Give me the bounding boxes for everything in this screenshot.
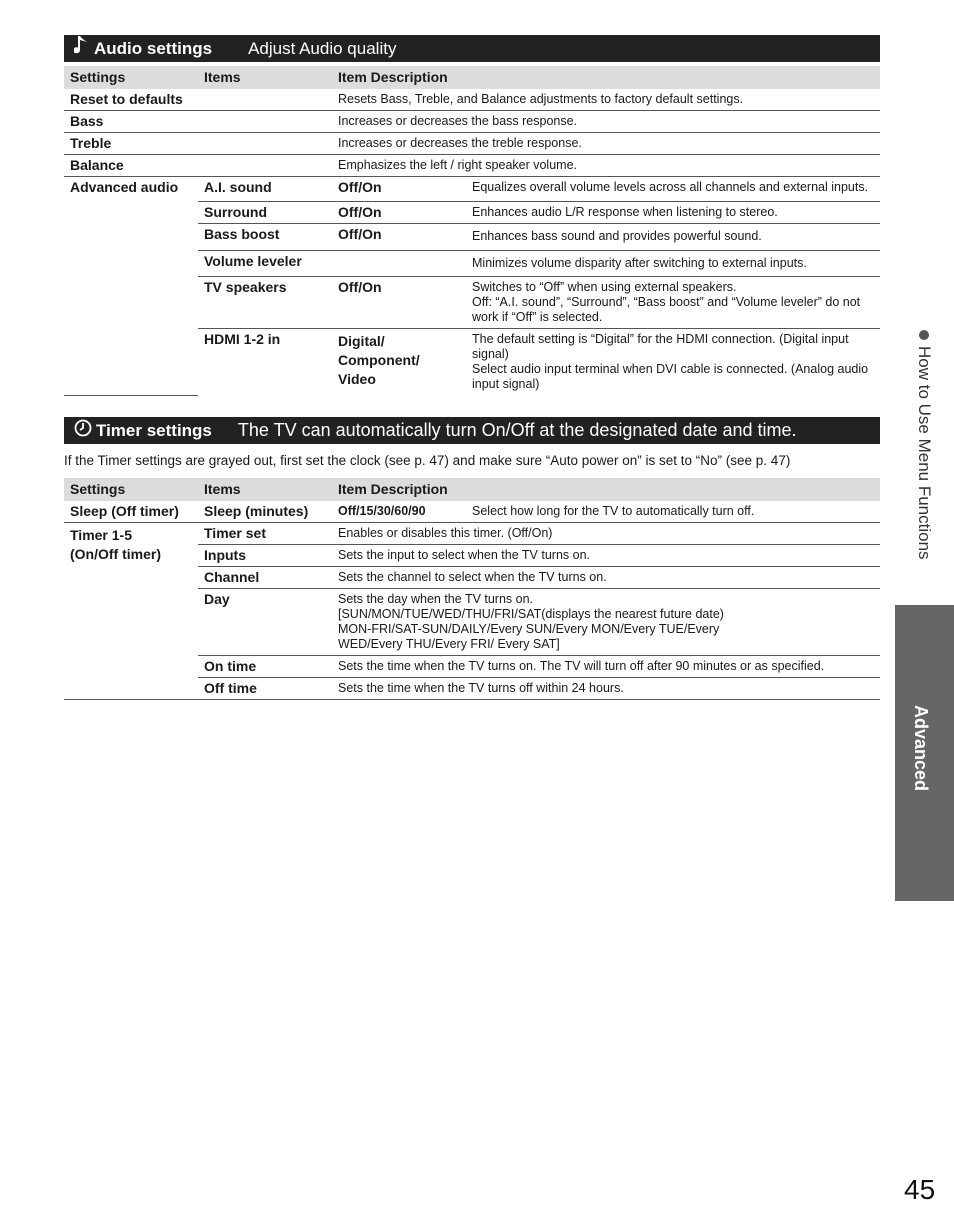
item-value [332,251,466,277]
item-value: Off/On [332,177,466,202]
item-label: Surround [198,202,332,224]
setting-label: Sleep (Off timer) [64,501,198,523]
section-side-label [910,330,938,600]
music-note-icon [74,36,90,61]
header-item-description: Item Description [332,478,880,501]
item-description [332,589,880,656]
audio-description: Adjust Audio quality [248,38,397,58]
item-description: Sets the time when the TV turns on. The TV will turn off after 90 minutes or as specified. [332,656,880,678]
item-label: Bass boost [198,224,332,251]
item-value [332,329,466,396]
item-description [466,277,880,329]
value-line: Video [338,371,376,387]
audio-settings-bar [64,35,880,62]
table-row [64,523,880,545]
table-row [64,133,880,155]
label-line: Timer 1-5 [70,527,132,543]
table-header [64,478,880,501]
table-row [64,501,880,523]
timer-title-text: Timer settings [96,420,212,440]
advanced-tab [895,605,954,901]
item-value: Off/On [332,277,466,329]
item-label: HDMI 1-2 in [204,331,281,347]
setting-label: Balance [64,155,332,177]
description-line: MON-FRI/SAT-SUN/DAILY/Every SUN/Every MON/Every TUE/Every WED/Every THU/Every FRI/ Every SAT] [338,622,720,651]
value-line: Digital/ [338,333,385,349]
timer-settings-table [64,478,880,700]
setting-label: Bass [64,111,332,133]
item-description: Sets the channel to select when the TV turns on. [332,567,880,589]
item-description: Sets the time when the TV turns off within 24 hours. [332,678,880,700]
advanced-tab-label: Advanced [911,705,931,792]
setting-label: Treble [64,133,332,155]
timer-description: The TV can automatically turn On/Off at the designated date and time. [237,420,797,440]
value-line: Component/ [338,352,420,368]
table-header [64,66,880,89]
audio-title-text: Audio settings [94,38,213,58]
item-label: A.I. sound [198,177,332,202]
description-line: Switches to “Off” when using external speakers. [472,280,737,294]
item-label: Day [198,589,332,656]
item-description: Enhances bass sound and provides powerful sound. [466,224,880,251]
item-label: Sleep (minutes) [198,501,332,523]
timer-settings-title [64,419,212,442]
page-number: 45 [904,1174,936,1205]
item-description [466,329,880,396]
setting-label: Reset to defaults [64,89,332,111]
header-settings: Settings [64,478,198,501]
section-side-text: How to Use Menu Functions [915,346,934,560]
header-settings: Settings [64,66,198,89]
audio-settings-table [64,66,880,396]
description-line: Select audio input terminal when DVI cable is connected. (Analog audio input signal) [472,362,869,391]
description-line: Off: “A.I. sound”, “Surround”, “Bass boost” and “Volume leveler” do not work if “Off” is selected. [472,295,861,324]
item-label: Channel [198,567,332,589]
clock-icon [74,419,92,442]
setting-description: Increases or decreases the treble response. [332,133,880,155]
item-description: Equalizes overall volume levels across all channels and external inputs. [466,177,880,202]
description-line: The default setting is “Digital” for the HDMI connection. (Digital input signal) [472,332,849,361]
header-items: Items [198,66,332,89]
setting-label: Advanced audio [64,177,198,396]
timer-note: If the Timer settings are grayed out, first set the clock (see p. 47) and make sure “Auto power on” is set to “No” (see p. 47) [64,453,791,468]
label-line: (On/Off timer) [70,546,161,562]
audio-settings-title [64,36,212,61]
table-row [64,89,880,111]
item-label: TV speakers [198,277,332,329]
setting-description: Emphasizes the left / right speaker volume. [332,155,880,177]
table-row [64,177,880,202]
item-label: On time [198,656,332,678]
item-label: Timer set [198,523,332,545]
setting-label [64,523,198,700]
item-description: Minimizes volume disparity after switching to external inputs. [466,251,880,277]
item-label: Volume leveler [198,251,332,277]
setting-description: Resets Bass, Treble, and Balance adjustments to factory default settings. [332,89,880,111]
header-item-description: Item Description [332,66,880,89]
item-value: Off/On [332,224,466,251]
timer-settings-bar [64,417,880,444]
item-label: Inputs [198,545,332,567]
bullet-icon [919,330,929,340]
table-row [64,155,880,177]
table-row [64,111,880,133]
item-description: Enhances audio L/R response when listening to stereo. [466,202,880,224]
item-value: Off/On [332,202,466,224]
setting-description: Increases or decreases the bass response. [332,111,880,133]
description-line: [SUN/MON/TUE/WED/THU/FRI/SAT(displays the nearest future date) [338,607,724,621]
description-line: Sets the day when the TV turns on. [338,592,534,606]
item-description: Sets the input to select when the TV turns on. [332,545,880,567]
header-items: Items [198,478,332,501]
item-value: Off/15/30/60/90 [332,501,466,523]
item-label: Off time [198,678,332,700]
item-description: Enables or disables this timer. (Off/On) [332,523,880,545]
item-description: Select how long for the TV to automatically turn off. [466,501,880,523]
